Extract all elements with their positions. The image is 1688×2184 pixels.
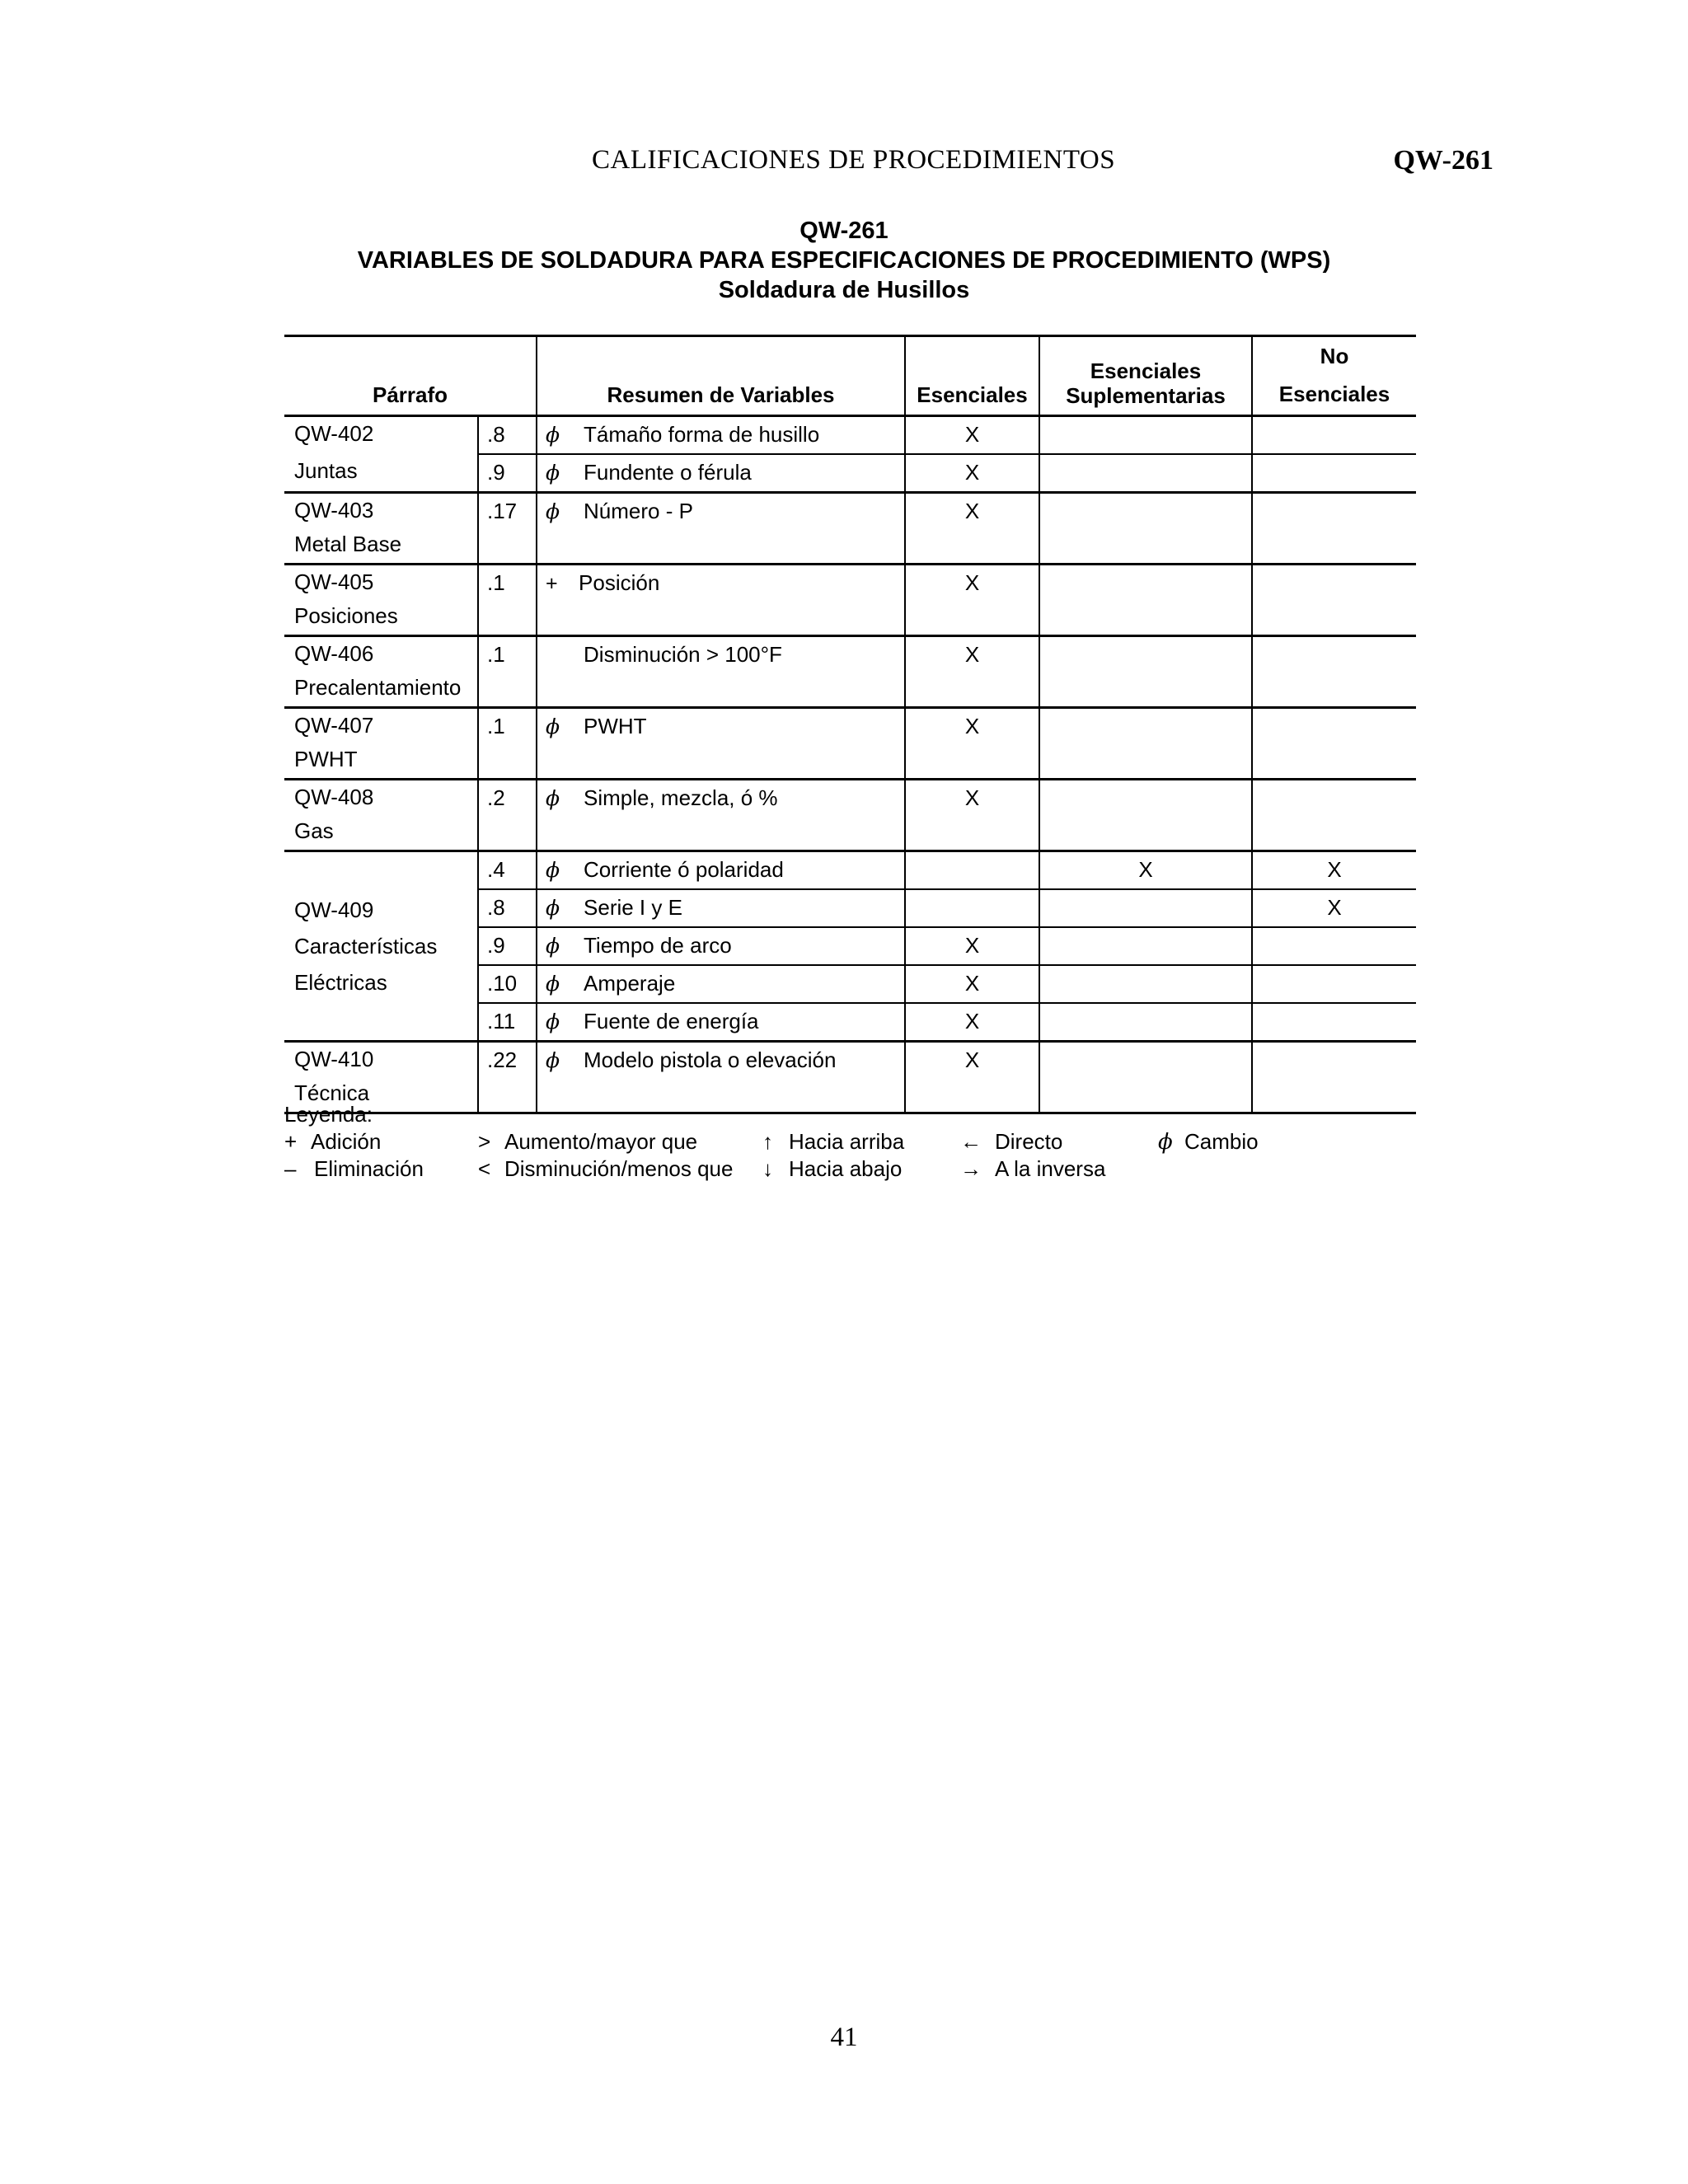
legend-item-inverse bbox=[960, 1155, 1105, 1183]
table-heading bbox=[0, 216, 1688, 305]
variable-summary bbox=[537, 1003, 905, 1042]
legend-item-decrease bbox=[478, 1155, 733, 1183]
legend-label: Hacia abajo bbox=[789, 1156, 903, 1181]
legend-item-up bbox=[762, 1128, 904, 1155]
variable-summary bbox=[537, 927, 905, 965]
change-symbol: ϕ bbox=[546, 786, 560, 810]
nonessential-mark: X bbox=[1252, 889, 1416, 927]
legend-item-change bbox=[1158, 1128, 1259, 1156]
supplementary-mark bbox=[1039, 889, 1252, 927]
variable-summary bbox=[537, 565, 905, 636]
paragraph-cell bbox=[284, 565, 478, 636]
variable-text: Disminución > 100°F bbox=[584, 642, 782, 667]
variable-number: .8 bbox=[478, 889, 537, 927]
header-esenciales: Esenciales bbox=[905, 336, 1039, 416]
header-non-line2: Esenciales bbox=[1278, 382, 1390, 406]
supplementary-mark bbox=[1039, 965, 1252, 1003]
paragraph-code: QW-402 bbox=[294, 421, 374, 446]
change-symbol: ϕ bbox=[546, 972, 560, 996]
variable-summary bbox=[537, 889, 905, 927]
arrow-left-icon: ← bbox=[960, 1129, 982, 1154]
phi-icon: ϕ bbox=[1158, 1130, 1173, 1155]
paragraph-cell bbox=[284, 493, 478, 565]
legend-title: Leyenda: bbox=[284, 1102, 373, 1127]
legend-label: Eliminación bbox=[314, 1156, 424, 1181]
header-sup-line1: Esenciales bbox=[1090, 359, 1202, 383]
legend-item-direct bbox=[960, 1128, 1062, 1155]
header-esenciales-suplementarias bbox=[1039, 336, 1252, 416]
essential-mark bbox=[905, 889, 1039, 927]
legend-row-2 bbox=[284, 1155, 1438, 1183]
variable-text: Modelo pistola o elevación bbox=[584, 1047, 837, 1072]
change-symbol: ϕ bbox=[546, 715, 560, 738]
arrow-right-icon: → bbox=[960, 1156, 982, 1181]
legend-label: Disminución/menos que bbox=[504, 1156, 734, 1181]
paragraph-code: QW-405 bbox=[294, 569, 374, 594]
change-symbol: ϕ bbox=[546, 1048, 560, 1072]
legend-item-down bbox=[762, 1155, 902, 1183]
variable-text: Tiempo de arco bbox=[584, 933, 732, 958]
legend-label: Aumento/mayor que bbox=[504, 1129, 698, 1154]
supplementary-mark bbox=[1039, 1003, 1252, 1042]
variable-text: Posición bbox=[579, 570, 660, 595]
legend-label: A la inversa bbox=[995, 1156, 1106, 1181]
table-header-row bbox=[284, 336, 1416, 416]
table-row bbox=[284, 636, 1416, 708]
header-no-esenciales bbox=[1252, 336, 1416, 416]
running-head bbox=[0, 145, 1688, 186]
variable-text: Támaño forma de husillo bbox=[584, 422, 820, 447]
nonessential-mark bbox=[1252, 965, 1416, 1003]
paragraph-name: Metal Base bbox=[294, 532, 402, 556]
variable-number: .9 bbox=[478, 454, 537, 493]
variable-text: Corriente ó polaridad bbox=[584, 857, 784, 882]
variable-text: Fuente de energía bbox=[584, 1009, 759, 1033]
legend-label: Hacia arriba bbox=[789, 1129, 905, 1154]
paragraph-code: QW-409 bbox=[294, 898, 374, 922]
paragraph-code: QW-408 bbox=[294, 785, 374, 809]
variable-summary bbox=[537, 708, 905, 780]
variable-number: .9 bbox=[478, 927, 537, 965]
header-resumen: Resumen de Variables bbox=[537, 336, 905, 416]
variable-summary bbox=[537, 416, 905, 455]
header-non-line1: No bbox=[1320, 344, 1349, 368]
supplementary-mark bbox=[1039, 565, 1252, 636]
paragraph-name-line2: Eléctricas bbox=[294, 970, 387, 995]
nonessential-mark bbox=[1252, 780, 1416, 851]
paragraph-code: QW-403 bbox=[294, 498, 374, 523]
variable-number: .2 bbox=[478, 780, 537, 851]
header-sup-line2: Suplementarias bbox=[1066, 383, 1226, 408]
supplementary-mark bbox=[1039, 927, 1252, 965]
nonessential-mark bbox=[1252, 454, 1416, 493]
page-number: 41 bbox=[830, 2022, 858, 2052]
supplementary-mark bbox=[1039, 708, 1252, 780]
change-symbol: ϕ bbox=[546, 934, 560, 958]
variable-number: .1 bbox=[478, 708, 537, 780]
change-symbol: ϕ bbox=[546, 499, 560, 523]
paragraph-name: Precalentamiento bbox=[294, 675, 462, 700]
variable-number: .17 bbox=[478, 493, 537, 565]
running-head-code: QW-261 bbox=[1393, 145, 1493, 176]
variable-text: Simple, mezcla, ó % bbox=[584, 785, 778, 810]
paragraph-cell bbox=[284, 780, 478, 851]
supplementary-mark bbox=[1039, 636, 1252, 708]
variable-number: .11 bbox=[478, 1003, 537, 1042]
supplementary-mark bbox=[1039, 493, 1252, 565]
essential-mark: X bbox=[905, 927, 1039, 965]
table-code: QW-261 bbox=[799, 218, 889, 244]
nonessential-mark bbox=[1252, 1003, 1416, 1042]
essential-mark bbox=[905, 851, 1039, 890]
variable-number: .8 bbox=[478, 416, 537, 455]
plus-icon: + bbox=[284, 1129, 298, 1154]
table-row bbox=[284, 780, 1416, 851]
minus-icon: – bbox=[284, 1156, 297, 1181]
variable-number: .1 bbox=[478, 636, 537, 708]
supplementary-mark bbox=[1039, 454, 1252, 493]
change-symbol: ϕ bbox=[546, 423, 560, 447]
nonessential-mark bbox=[1252, 565, 1416, 636]
nonessential-mark bbox=[1252, 416, 1416, 455]
change-symbol: ϕ bbox=[546, 1010, 560, 1033]
paragraph-name: Juntas bbox=[294, 458, 358, 483]
paragraph-name-line1: Características bbox=[294, 934, 438, 958]
supplementary-mark bbox=[1039, 416, 1252, 455]
variable-summary bbox=[537, 965, 905, 1003]
essential-mark: X bbox=[905, 493, 1039, 565]
paragraph-name: Posiciones bbox=[294, 603, 398, 628]
legend bbox=[284, 1101, 1438, 1183]
essential-mark: X bbox=[905, 780, 1039, 851]
table-row bbox=[284, 454, 1416, 493]
less-than-icon: < bbox=[478, 1156, 491, 1181]
supplementary-mark: X bbox=[1039, 851, 1252, 890]
table-subtitle: Soldadura de Husillos bbox=[718, 277, 970, 303]
table-row bbox=[284, 851, 1416, 890]
variable-text: Número - P bbox=[584, 499, 693, 523]
table-row bbox=[284, 416, 1416, 455]
essential-mark: X bbox=[905, 565, 1039, 636]
variable-text: PWHT bbox=[584, 714, 647, 738]
table-row bbox=[284, 493, 1416, 565]
legend-item-addition bbox=[284, 1128, 381, 1155]
essential-mark: X bbox=[905, 708, 1039, 780]
nonessential-mark bbox=[1252, 636, 1416, 708]
change-symbol: ϕ bbox=[546, 858, 560, 882]
supplementary-mark bbox=[1039, 780, 1252, 851]
variable-number: .1 bbox=[478, 565, 537, 636]
variable-text: Serie I y E bbox=[584, 895, 682, 920]
legend-item-deletion bbox=[284, 1155, 424, 1183]
nonessential-mark: X bbox=[1252, 851, 1416, 890]
arrow-down-icon: ↓ bbox=[762, 1156, 773, 1181]
essential-mark: X bbox=[905, 636, 1039, 708]
nonessential-mark bbox=[1252, 493, 1416, 565]
paragraph-code: QW-410 bbox=[294, 1047, 374, 1071]
paragraph-code: QW-406 bbox=[294, 641, 374, 666]
arrow-up-icon: ↑ bbox=[762, 1129, 773, 1154]
change-symbol: ϕ bbox=[546, 896, 560, 920]
legend-label: Directo bbox=[995, 1129, 1063, 1154]
paragraph-code: QW-407 bbox=[294, 713, 374, 738]
greater-than-icon: > bbox=[478, 1129, 491, 1154]
paragraph-name: Técnica bbox=[294, 1080, 370, 1105]
paragraph-name: PWHT bbox=[294, 747, 358, 771]
paragraph-cell bbox=[284, 851, 478, 1042]
header-parrafo: Párrafo bbox=[372, 382, 448, 407]
running-head-title: CALIFICACIONES DE PROCEDIMIENTOS bbox=[592, 145, 1116, 175]
legend-item-increase bbox=[478, 1128, 697, 1155]
paragraph-cell bbox=[284, 636, 478, 708]
nonessential-mark bbox=[1252, 927, 1416, 965]
variable-number: .22 bbox=[478, 1042, 537, 1113]
variable-text: Amperaje bbox=[584, 971, 676, 996]
variable-summary bbox=[537, 780, 905, 851]
variable-summary bbox=[537, 851, 905, 890]
paragraph-cell bbox=[284, 708, 478, 780]
essential-mark: X bbox=[905, 416, 1039, 455]
paragraph-name: Gas bbox=[294, 818, 334, 843]
change-symbol: ϕ bbox=[546, 461, 560, 485]
legend-label: Adición bbox=[311, 1129, 382, 1154]
variable-text: Fundente o férula bbox=[584, 460, 752, 485]
legend-label: Cambio bbox=[1184, 1129, 1259, 1154]
variable-summary bbox=[537, 493, 905, 565]
variable-summary bbox=[537, 454, 905, 493]
variables-table bbox=[284, 335, 1416, 1114]
variable-number: .4 bbox=[478, 851, 537, 890]
nonessential-mark bbox=[1252, 708, 1416, 780]
essential-mark: X bbox=[905, 1003, 1039, 1042]
essential-mark: X bbox=[905, 454, 1039, 493]
table-row bbox=[284, 708, 1416, 780]
variable-number: .10 bbox=[478, 965, 537, 1003]
essential-mark: X bbox=[905, 965, 1039, 1003]
table-title: VARIABLES DE SOLDADURA PARA ESPECIFICACIONES DE PROCEDIMIENTO (WPS) bbox=[357, 247, 1331, 274]
legend-row-1 bbox=[284, 1128, 1438, 1155]
table-row bbox=[284, 565, 1416, 636]
essential-mark: X bbox=[905, 1042, 1039, 1113]
variable-summary bbox=[537, 636, 905, 708]
addition-symbol: + bbox=[546, 572, 558, 595]
